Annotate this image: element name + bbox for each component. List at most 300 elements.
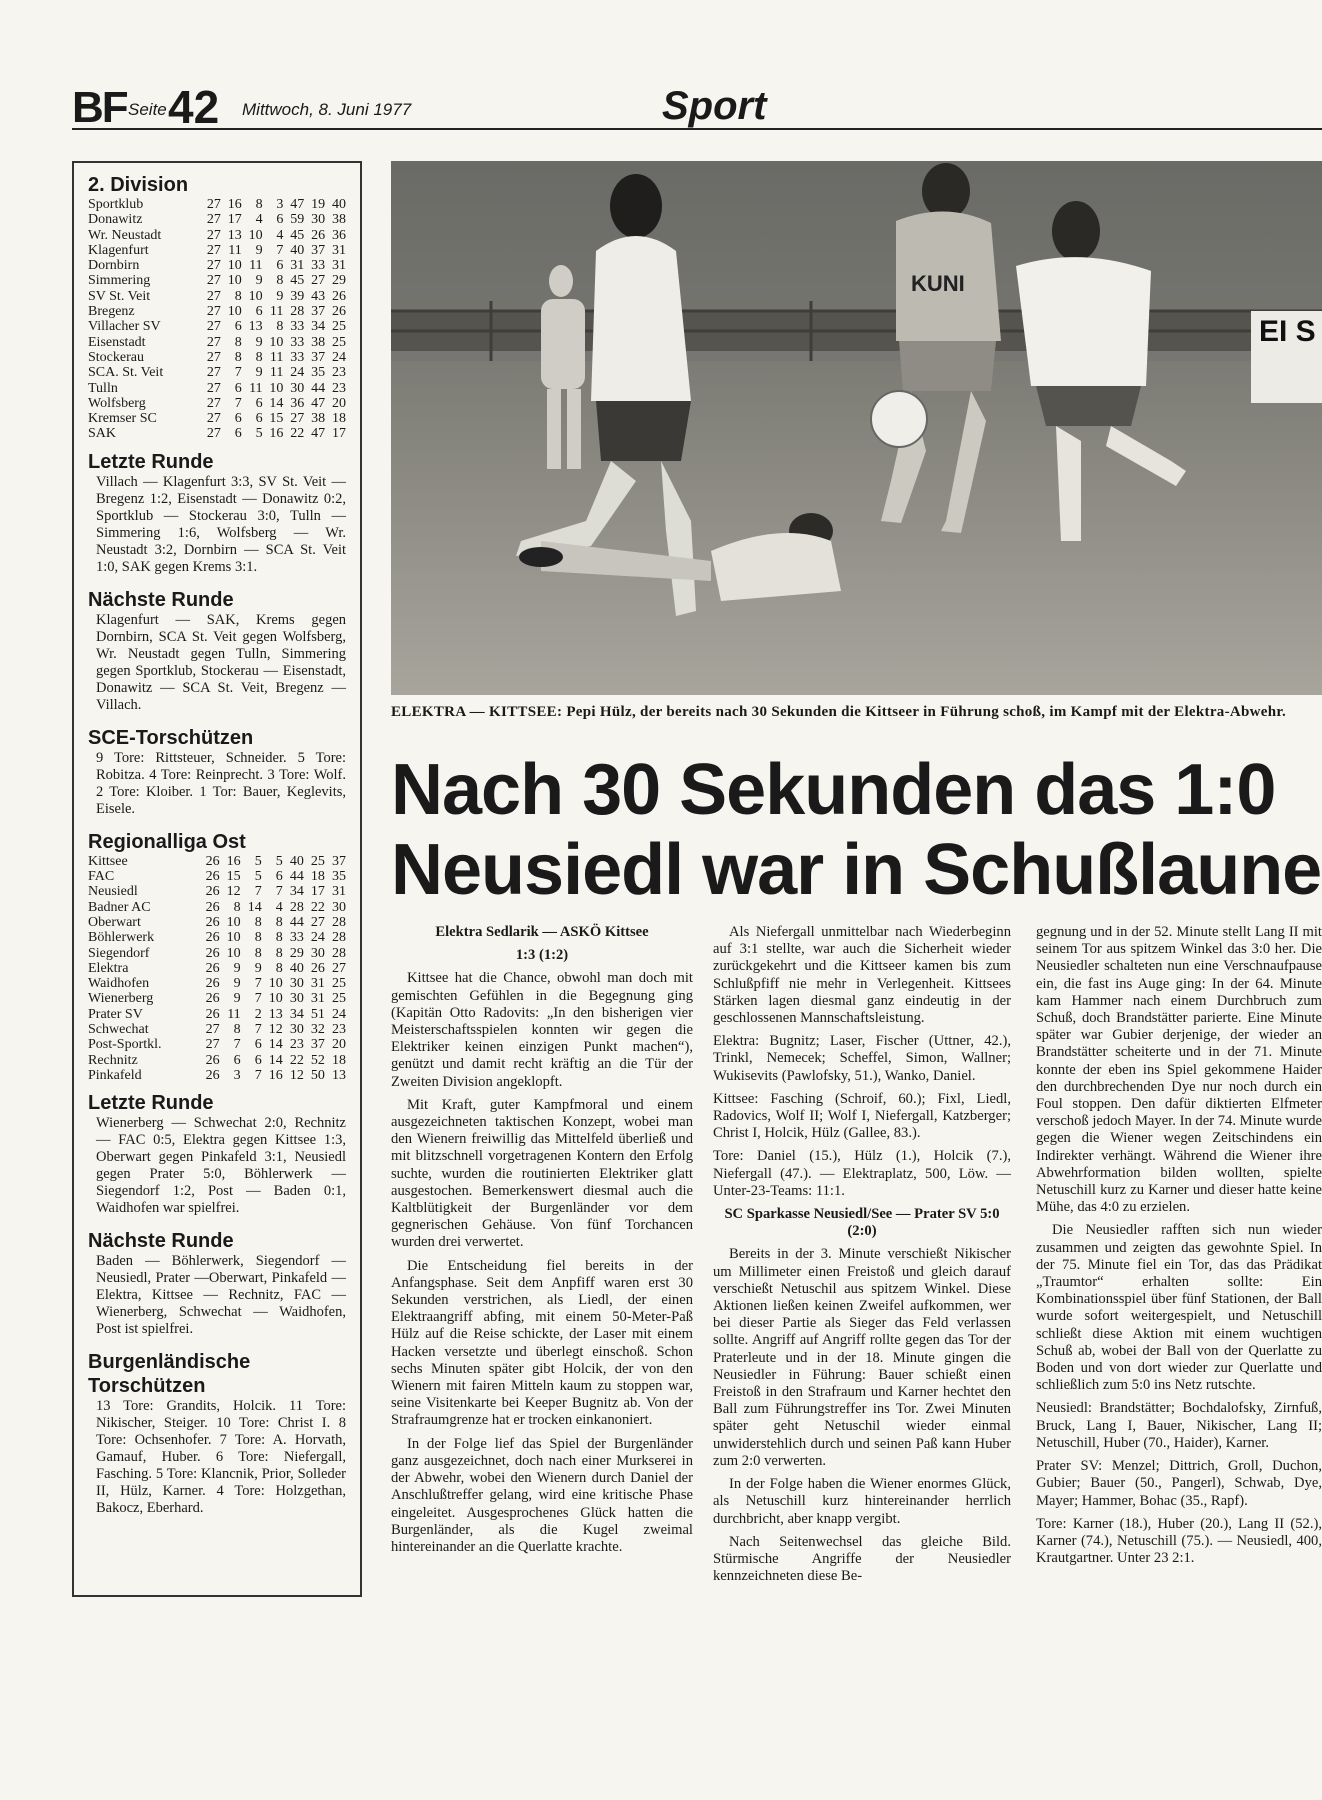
table-row xyxy=(88,1022,346,1037)
stat-cell: 22 xyxy=(310,899,325,915)
stat-cell: 8 xyxy=(234,334,242,350)
team-name: Kittsee xyxy=(88,853,128,869)
results-sidebar xyxy=(72,161,362,1597)
stat-cell: 39 xyxy=(290,288,305,304)
stat-cell: 26 xyxy=(205,976,220,992)
stat-cell: 50 xyxy=(310,1067,325,1083)
division2-letzte-text: Villach — Klagenfurt 3:3, SV St. Veit — Bregenz 1:2, Eisenstadt — Donawitz 0:2, Sportklub — Stockerau 3:0, Tulln — Simmering 1:6, Wolfsberg — Wr. Neustadt 3:2, Dornbirn — SCA St. Veit 1:0, SAK gegen Krems 3:1. xyxy=(96,473,346,575)
stat-cell: 47 xyxy=(290,197,305,212)
team-name: Wolfsberg xyxy=(88,395,146,411)
stat-cell: 17 xyxy=(227,212,242,228)
stat-cell: 15 xyxy=(269,411,284,427)
team-name: Tulln xyxy=(88,380,118,396)
stat-cell: 8 xyxy=(234,349,242,365)
team-name: SV St. Veit xyxy=(88,288,151,304)
team-name: Simmering xyxy=(88,273,151,289)
article-paragraph: In der Folge lief das Spiel der Burgenländer ganz ausgezeichnet, doch nach einer Murkserei in der Abwehr, wobei den Wienern durch Daniel der Anschlußtreffer gelang, wird eine kritische Phase eingeleitet. Ausgesprochenes Glück hatten die Burgenländer, als die Kugel zweimal hintereinander an die Querlatte krachte. xyxy=(391,1435,693,1555)
stat-cell: 31 xyxy=(332,884,346,900)
stat-cell: 8 xyxy=(275,945,283,961)
lineup-elektra: Elektra: Bugnitz; Laser, Fischer (Uttner, 42.), Trinkl, Nemecek; Scheffel, Simon, Wallner; Wukisevits (Pawlofsky, 51.), Wanko, Daniel. xyxy=(713,1033,1011,1084)
stat-cell: 4 xyxy=(255,212,263,228)
stat-cell: 10 xyxy=(227,304,242,320)
stat-cell: 6 xyxy=(276,258,284,274)
stat-cell: 13 xyxy=(332,1067,346,1083)
stat-cell: 4 xyxy=(275,899,283,915)
stat-cell: 6 xyxy=(234,380,242,396)
stat-cell: 30 xyxy=(332,899,346,915)
stat-cell: 10 xyxy=(226,945,241,961)
stat-cell: 25 xyxy=(332,334,346,350)
stat-cell: 23 xyxy=(289,1037,304,1053)
stat-cell: 10 xyxy=(248,288,263,304)
stat-cell: 27 xyxy=(206,212,221,228)
stat-cell: 59 xyxy=(290,212,305,228)
stat-cell: 13 xyxy=(227,227,242,243)
stat-cell: 7 xyxy=(275,884,283,900)
article-paragraph: gegnung und in der 52. Minute stellt Lang II mit seinem Tor aus spitzem Winkel das 3:0 her. Die Neusiedler schalteten nun eine Verschnaufpause ein, die fast ins Auge ging: In der 64. Minute kam Hammer nach einem Durchbruch zum Schuß, doch Brandstätter parierte. Eine Minute später war Gubier derjenige, der wieder an Brandstätter scheiterte und in der 71. Minute konnte der eben ins Spiel gekommene Haider den durchbrechenden Dye nur noch durch ein Foul stoppen. Den dafür diktierten Elfmeter verschoß jedoch Mayer. In der 74. Minute wurde gegen die Wiener wegen Zeitschindens ein Indirekter verhängt. Während die Wiener ihre Abwehrformation bilden wollten, spielte Netuschill kurz zu Karner und dieser hatte keine Mühe, das 4:0 zu erzielen. xyxy=(1036,924,1322,1216)
stat-cell: 27 xyxy=(206,365,221,381)
table-row xyxy=(88,1007,346,1022)
stat-cell: 6 xyxy=(275,869,283,885)
stat-cell: 33 xyxy=(289,930,304,946)
stat-cell: 30 xyxy=(290,380,305,396)
stat-cell: 23 xyxy=(332,1022,346,1038)
stat-cell: 27 xyxy=(206,258,221,274)
stat-cell: 8 xyxy=(276,273,284,289)
stat-cell: 37 xyxy=(310,1037,325,1053)
stat-cell: 6 xyxy=(233,1052,241,1068)
stat-cell: 10 xyxy=(269,334,284,350)
stat-cell: 26 xyxy=(205,1052,220,1068)
table-row xyxy=(88,1037,346,1052)
match1-title: Elektra Sedlarik — ASKÖ Kittsee xyxy=(435,924,649,940)
stat-cell: 11 xyxy=(269,365,284,381)
stat-cell: 27 xyxy=(206,288,221,304)
team-name: Oberwart xyxy=(88,914,141,930)
regionalliga-letzte-title: Letzte Runde xyxy=(88,1092,214,1115)
stat-cell: 17 xyxy=(310,884,325,900)
stat-cell: 9 xyxy=(233,991,241,1007)
table-row xyxy=(88,197,346,212)
stat-cell: 11 xyxy=(249,258,263,274)
stat-cell: 8 xyxy=(255,197,263,212)
stat-cell: 10 xyxy=(268,991,283,1007)
team-name: Bregenz xyxy=(88,304,135,320)
stat-cell: 10 xyxy=(227,273,242,289)
stat-cell: 9 xyxy=(255,334,263,350)
stat-cell: 44 xyxy=(289,914,304,930)
stat-cell: 10 xyxy=(226,930,241,946)
table-row xyxy=(88,365,346,380)
stat-cell: 30 xyxy=(289,1022,304,1038)
stat-cell: 33 xyxy=(290,349,305,365)
article-paragraph: Kittsee hat die Chance, obwohl man doch mit gemischten Gefühlen in die Begegnung ging (Kapitän Otto Radovits: „In den bisherigen vier Meisterschaftsspielen konnten wir gegen die Elektriker keinen einzigen Punkt machen“), genützt und damit recht kräftig an die Tür der Zweiten Division angeklopft. xyxy=(391,970,693,1090)
stat-cell: 26 xyxy=(205,1006,220,1022)
stat-cell: 22 xyxy=(289,1052,304,1068)
stat-cell: 27 xyxy=(290,411,305,427)
stat-cell: 47 xyxy=(311,426,326,442)
table-row xyxy=(88,289,346,304)
stat-cell: 8 xyxy=(233,1022,241,1038)
goals-match1: Tore: Daniel (15.), Hülz (1.), Holcik (7.), Niefergall (47.). — Elektraplatz, 500, Löw. — Unter-23-Teams: 11:1. xyxy=(713,1148,1011,1199)
lineup-kittsee: Kittsee: Fasching (Schroif, 60.); Fixl, Liedl, Radovics, Wolf II; Wolf I, Niefergall, Katzberger; Christ I, Holcik, Hülz (Gallee, 83.). xyxy=(713,1090,1011,1142)
stat-cell: 26 xyxy=(205,945,220,961)
stat-cell: 25 xyxy=(332,976,346,992)
stat-cell: 27 xyxy=(206,380,221,396)
table-row xyxy=(88,946,346,961)
division2-title: 2. Division xyxy=(88,174,189,196)
stat-cell: 9 xyxy=(255,242,263,258)
stat-cell: 7 xyxy=(254,1067,262,1083)
stat-cell: 38 xyxy=(311,411,326,427)
burgenland-torschuetzen-text: 13 Tore: Grandits, Holcik. 11 Tore: Nikischer, Steiger. 10 Tore: Christ I. 8 Tore: Ochsenhofer. 7 Tore: A. Horvath, Gamauf, Huber. 6 Tore: Niefergall, Fasching. 5 Tore: Klancnik, Prior, Solleder II, Hülz, Karner. 4 Tore: Holzgethan, Bakocz, Eberhard. xyxy=(96,1398,346,1517)
stat-cell: 9 xyxy=(233,960,241,976)
stat-cell: 28 xyxy=(332,930,346,946)
team-name: Rechnitz xyxy=(88,1052,138,1068)
stat-cell: 6 xyxy=(234,411,242,427)
stat-cell: 30 xyxy=(289,991,304,1007)
stat-cell: 8 xyxy=(254,945,262,961)
stat-cell: 27 xyxy=(310,914,325,930)
stat-cell: 26 xyxy=(205,899,220,915)
stat-cell: 8 xyxy=(275,930,283,946)
regionalliga-letzte-text: Wienerberg — Schwechat 2:0, Rechnitz — FAC 0:5, Elektra gegen Kittsee 1:3, Oberwart gegen Pinkafeld 3:1, Neusiedl gegen Prater 5:0, Böhlerwerk — Siegendorf 1:2, Post — Baden 0:1, Waidhofen war spielfrei. xyxy=(96,1115,346,1217)
team-name: Post-Sportkl. xyxy=(88,1037,162,1053)
stat-cell: 5 xyxy=(254,869,262,885)
article-paragraph: Die Entscheidung fiel bereits in der Anfangsphase. Seit dem Anpfiff waren erst 30 Sekunden verstrichen, als Liedl, der einen Elektraangriff abfing, mit einem 50-Meter-Paß Hülz auf die Reise schickte, der Laser mit einem Hacken versetzte und überlegt einschoß. Schon sechs Minuten später gibt Holcik, der von den Wienern mit fairen Mitteln kaum zu stoppen war, seine Visitenkarte bei Keeper Bugnitz ab. Von der Strafraumgrenze hat er trocken einkanoniert. xyxy=(391,1257,693,1429)
stat-cell: 37 xyxy=(311,304,326,320)
stat-cell: 10 xyxy=(268,976,283,992)
banner-text: EI S xyxy=(1259,315,1316,348)
stat-cell: 40 xyxy=(289,960,304,976)
stat-cell: 11 xyxy=(269,304,284,320)
stat-cell: 3 xyxy=(276,197,284,212)
stat-cell: 23 xyxy=(332,380,346,396)
page-label: Seite xyxy=(128,100,167,119)
table-row xyxy=(88,884,346,899)
table-row xyxy=(88,228,346,243)
stat-cell: 12 xyxy=(226,884,241,900)
stat-cell: 7 xyxy=(254,884,262,900)
team-name: Dornbirn xyxy=(88,258,140,274)
stat-cell: 6 xyxy=(254,1037,262,1053)
stat-cell: 33 xyxy=(290,319,305,335)
table-row xyxy=(88,976,346,991)
stat-cell: 18 xyxy=(332,411,346,427)
stat-cell: 32 xyxy=(310,1022,325,1038)
goals-match2: Tore: Karner (18.), Huber (20.), Lang II (52.), Karner (74.), Netuschill (75.). — Neusiedl, 400, Krautgartner. Unter 23 2:1. xyxy=(1036,1515,1322,1567)
stat-cell: 7 xyxy=(234,365,242,381)
team-name: Klagenfurt xyxy=(88,242,149,258)
stat-cell: 51 xyxy=(310,1006,325,1022)
table-row xyxy=(88,961,346,976)
stat-cell: 34 xyxy=(311,319,326,335)
article-paragraph: Als Niefergall unmittelbar nach Wiederbeginn auf 3:1 stellte, war auch die Sicherheit wieder zurückgekehrt und die Kittseer kamen bis zum Schlußpfiff nie mehr in Verlegenheit. Kittsees Stärken lagen diesmal ganz eindeutig in der geschlossenen Mannschaftsleistung. xyxy=(713,924,1011,1027)
stat-cell: 18 xyxy=(310,869,325,885)
article-paragraph: Die Neusiedler rafften sich nun wieder zusammen und zeigten das gewohnte Spiel. In der 75. Minute fiel ein Tor, das das Prädikat „Traumtor“ erhalten sollte: Ein Kombinationsspiel über fünf Stationen, der Ball wurde sofort weitergespielt, und Netuschill schließt diese Aktion mit einem wuchtigen Schuß ab, wobei der Ball von der Querlatte zu Boden und von dort wieder zur Querlatte und schließlich zum 5:0 ins Netz rutschte. xyxy=(1036,1222,1322,1394)
stat-cell: 31 xyxy=(310,976,325,992)
division2-letzte-title: Letzte Runde xyxy=(88,450,214,473)
stat-cell: 11 xyxy=(269,349,284,365)
stat-cell: 40 xyxy=(289,853,304,869)
stat-cell: 37 xyxy=(332,853,346,869)
stat-cell: 24 xyxy=(332,1006,346,1022)
stat-cell: 16 xyxy=(269,426,284,442)
stat-cell: 40 xyxy=(332,197,346,212)
stat-cell: 7 xyxy=(276,242,284,258)
team-name: Stockerau xyxy=(88,349,144,365)
team-name: Siegendorf xyxy=(88,945,150,961)
sce-torschuetzen-title: SCE-Torschützen xyxy=(88,726,254,749)
table-row xyxy=(88,350,346,365)
stat-cell: 27 xyxy=(205,1037,220,1053)
stat-cell: 8 xyxy=(254,914,262,930)
stat-cell: 25 xyxy=(310,853,325,869)
shirt-text: KUNI xyxy=(911,271,965,296)
stat-cell: 6 xyxy=(276,212,284,228)
table-row xyxy=(88,243,346,258)
stat-cell: 26 xyxy=(311,227,326,243)
table-row xyxy=(88,900,346,915)
table-row xyxy=(88,335,346,350)
article-paragraph: Mit Kraft, guter Kampfmoral und einem ausgezeichneten taktischen Konzept, wobei man den Wienern freiwillig das Mittelfeld überließ und mit blitzschnell vorgetragenen Kontern den Erfolg suchte, wurden die routinierten Elektriker glatt ausgestochen. Bemerkenswert diesmal auch die Kaltblütigkeit der Burgenländer vor dem gegnerischen Gehäuse. Von fünf Torchancen wurden drei verwertet. xyxy=(391,1096,693,1251)
stat-cell: 4 xyxy=(276,227,284,243)
stat-cell: 30 xyxy=(310,945,325,961)
table-row xyxy=(88,930,346,945)
stat-cell: 8 xyxy=(275,960,283,976)
stat-cell: 35 xyxy=(332,869,346,885)
stat-cell: 31 xyxy=(290,258,305,274)
stat-cell: 38 xyxy=(311,334,326,350)
pitch xyxy=(391,361,1322,695)
table-row xyxy=(88,304,346,319)
stat-cell: 36 xyxy=(332,227,346,243)
stat-cell: 27 xyxy=(205,1022,220,1038)
team-name: Villacher SV xyxy=(88,319,161,335)
stat-cell: 27 xyxy=(206,319,221,335)
table-row xyxy=(88,1053,346,1068)
masthead xyxy=(72,81,1322,133)
stat-cell: 28 xyxy=(290,304,305,320)
division2-naechste-title: Nächste Runde xyxy=(88,588,234,611)
stat-cell: 28 xyxy=(332,914,346,930)
stat-cell: 30 xyxy=(289,976,304,992)
stat-cell: 12 xyxy=(289,1067,304,1083)
stat-cell: 28 xyxy=(332,945,346,961)
football xyxy=(871,391,927,447)
stat-cell: 7 xyxy=(254,976,262,992)
headline xyxy=(391,750,1322,910)
burgenland-torschuetzen-title: Burgenländische Torschützen xyxy=(88,1351,251,1398)
stat-cell: 30 xyxy=(311,212,326,228)
team-name: SAK xyxy=(88,426,117,442)
stat-cell: 27 xyxy=(206,273,221,289)
stat-cell: 27 xyxy=(206,242,221,258)
stat-cell: 26 xyxy=(205,991,220,1007)
table-row xyxy=(88,319,346,334)
stat-cell: 10 xyxy=(248,227,263,243)
stat-cell: 13 xyxy=(268,1006,283,1022)
stat-cell: 8 xyxy=(276,319,284,335)
table-row xyxy=(88,1068,346,1083)
stat-cell: 27 xyxy=(311,273,326,289)
team-name: Donawitz xyxy=(88,212,143,228)
article-column-1 xyxy=(391,924,693,1562)
stat-cell: 22 xyxy=(290,426,305,442)
stat-cell: 8 xyxy=(255,349,263,365)
article-paragraph: In der Folge haben die Wiener enormes Glück, als Netuschill kurz hintereinander herrlich durchbricht, aber knapp vergibt. xyxy=(713,1476,1011,1527)
stat-cell: 28 xyxy=(289,899,304,915)
stat-cell: 16 xyxy=(226,853,241,869)
stat-cell: 36 xyxy=(290,395,305,411)
stat-cell: 20 xyxy=(332,1037,346,1053)
team-name: Schwechat xyxy=(88,1022,149,1038)
stat-cell: 33 xyxy=(290,334,305,350)
stat-cell: 38 xyxy=(332,212,346,228)
stat-cell: 52 xyxy=(310,1052,325,1068)
lineup-neusiedl: Neusiedl: Brandstätter; Bochdalofsky, Zirnfuß, Bruck, Lang I, Bauer, Nikischer, Lang II; Netuschill, Huber (70., Haider), Karner. xyxy=(1036,1400,1322,1451)
stat-cell: 17 xyxy=(332,426,346,442)
stat-cell: 14 xyxy=(247,899,262,915)
stat-cell: 8 xyxy=(233,899,241,915)
stat-cell: 23 xyxy=(332,365,346,381)
stat-cell: 15 xyxy=(226,869,241,885)
stat-cell: 26 xyxy=(205,960,220,976)
stat-cell: 7 xyxy=(233,1037,241,1053)
stat-cell: 6 xyxy=(254,1052,262,1068)
team-name: Elektra xyxy=(88,960,129,976)
section-title: Sport xyxy=(662,84,767,128)
article-paragraph: Bereits in der 3. Minute verschießt Nikischer um Millimeter einen Freistoß und gleich darauf verschießt Netuschil aus spitzem Winkel. Diese Aktionen ließen keinen Zweifel aufkommen, wer bei dieser Partie als Sieger das Feld verlassen sollte. Angriff auf Angriff rollte gegen das Tor der Praterleute und in der 18. Minute gingen die Neusiedler in Führung: Bauer schießt einen Freistoß in den Strafraum und Karner hechtet den Ball zum Führungstreffer ins Tor. Zwei Minuten später geht Netuschil wieder einmal unwiderstehlich durch und seinen Paß kann Huber zum 2:0 verwerten. xyxy=(713,1246,1011,1469)
stat-cell: 11 xyxy=(249,380,263,396)
stat-cell: 9 xyxy=(255,365,263,381)
stat-cell: 14 xyxy=(268,1052,283,1068)
stat-cell: 47 xyxy=(311,395,326,411)
sce-torschuetzen-text: 9 Tore: Rittsteuer, Schneider. 5 Tore: Robitza. 4 Tore: Reinprecht. 3 Tore: Wolf. 2 Tore: Kloiber. 1 Tor: Bauer, Keglevits, Eisele. xyxy=(96,749,346,817)
stat-cell: 9 xyxy=(255,273,263,289)
stat-cell: 27 xyxy=(206,395,221,411)
division2-naechste-text: Klagenfurt — SAK, Krems gegen Dornbirn, SCA St. Veit gegen Wolfsberg, Wr. Neustadt gegen Tulln, Simmering gegen Sportklub, Stockerau — Eisenstadt, Donawitz — SCA St. Veit, Bregenz — Villach. xyxy=(96,611,346,713)
team-name: Eisenstadt xyxy=(88,334,146,350)
stat-cell: 26 xyxy=(205,884,220,900)
stat-cell: 26 xyxy=(332,288,346,304)
stat-cell: 7 xyxy=(234,395,242,411)
stat-cell: 40 xyxy=(290,242,305,258)
stat-cell: 11 xyxy=(227,1006,241,1022)
issue-date: Mittwoch, 8. Juni 1977 xyxy=(242,100,412,119)
team-name: Kremser SC xyxy=(88,411,157,427)
stat-cell: 11 xyxy=(228,242,242,258)
stat-cell: 44 xyxy=(311,380,326,396)
stat-cell: 9 xyxy=(254,960,262,976)
stat-cell: 37 xyxy=(311,349,326,365)
stat-cell: 6 xyxy=(234,426,242,442)
stat-cell: 45 xyxy=(290,227,305,243)
stat-cell: 35 xyxy=(311,365,326,381)
stat-cell: 8 xyxy=(234,288,242,304)
table-row xyxy=(88,854,346,869)
stat-cell: 26 xyxy=(205,869,220,885)
stat-cell: 20 xyxy=(332,395,346,411)
team-name: FAC xyxy=(88,869,115,885)
stat-cell: 10 xyxy=(269,380,284,396)
table-row xyxy=(88,411,346,426)
team-name: Wr. Neustadt xyxy=(88,227,162,243)
stat-cell: 34 xyxy=(289,1006,304,1022)
stat-cell: 14 xyxy=(268,1037,283,1053)
stat-cell: 29 xyxy=(289,945,304,961)
match2-title: SC Sparkasse Neusiedl/See — Prater SV 5:0 (2:0) xyxy=(724,1206,1000,1240)
stat-cell: 16 xyxy=(268,1067,283,1083)
stat-cell: 29 xyxy=(332,273,346,289)
photo-caption: ELEKTRA — KITTSEE: Pepi Hülz, der bereits nach 30 Sekunden die Kittseer in Führung schoß, im Kampf mit der Elektra-Abwehr. xyxy=(391,704,1287,720)
table-row xyxy=(88,212,346,227)
stat-cell: 6 xyxy=(234,319,242,335)
stat-cell: 5 xyxy=(275,853,283,869)
stat-cell: 3 xyxy=(233,1067,241,1083)
headline-line-2: Neusiedl war in Schußlaune xyxy=(391,830,1322,910)
stat-cell: 24 xyxy=(332,349,346,365)
table-row xyxy=(88,273,346,288)
stat-cell: 7 xyxy=(254,1022,262,1038)
team-name: Prater SV xyxy=(88,1006,143,1022)
stat-cell: 26 xyxy=(205,914,220,930)
regionalliga-naechste-title: Nächste Runde xyxy=(88,1230,234,1253)
stat-cell: 26 xyxy=(205,930,220,946)
table-row xyxy=(88,258,346,273)
stat-cell: 27 xyxy=(206,334,221,350)
regionalliga-title: Regionalliga Ost xyxy=(88,830,246,853)
stat-cell: 6 xyxy=(255,304,263,320)
team-name: Pinkafeld xyxy=(88,1067,142,1083)
match-photo xyxy=(391,161,1322,695)
stat-cell: 27 xyxy=(206,349,221,365)
team-name: Neusiedl xyxy=(88,884,138,900)
stat-cell: 43 xyxy=(311,288,326,304)
regionalliga-naechste-text: Baden — Böhlerwerk, Siegendorf — Neusiedl, Prater —Oberwart, Pinkafeld — Elektra, Kittsee — Rechnitz, FAC — Wienerberg, Schwechat — Waidhofen, Post ist spielfrei. xyxy=(96,1253,346,1338)
lineup-prater: Prater SV: Menzel; Dittrich, Groll, Duchon, Gubier; Bauer (50., Pangerl), Schwab, Dye, Mayer; Hammer, Bohac (35., Rapf). xyxy=(1036,1458,1322,1509)
newspaper-logo: BF xyxy=(72,83,127,132)
stat-cell: 27 xyxy=(206,304,221,320)
team-name: Böhlerwerk xyxy=(88,930,155,946)
stat-cell: 16 xyxy=(227,197,242,212)
stat-cell: 25 xyxy=(332,991,346,1007)
stat-cell: 45 xyxy=(290,273,305,289)
table-row xyxy=(88,381,346,396)
stat-cell: 8 xyxy=(275,914,283,930)
stat-cell: 14 xyxy=(269,395,284,411)
stat-cell: 9 xyxy=(233,976,241,992)
regionalliga-table xyxy=(88,854,346,1083)
stat-cell: 26 xyxy=(205,1067,220,1083)
stat-cell: 6 xyxy=(255,411,263,427)
stat-cell: 19 xyxy=(311,197,326,212)
stat-cell: 24 xyxy=(310,930,325,946)
stat-cell: 26 xyxy=(205,853,220,869)
stat-cell: 5 xyxy=(255,426,263,442)
stat-cell: 34 xyxy=(289,884,304,900)
team-name: Waidhofen xyxy=(88,976,150,992)
stat-cell: 27 xyxy=(206,426,221,442)
stat-cell: 44 xyxy=(289,869,304,885)
article-column-3 xyxy=(1036,924,1322,1573)
stat-cell: 10 xyxy=(226,914,241,930)
table-row xyxy=(88,426,346,441)
stat-cell: 5 xyxy=(254,853,262,869)
stat-cell: 27 xyxy=(206,197,221,212)
stat-cell: 9 xyxy=(276,288,284,304)
team-name: Sportklub xyxy=(88,197,144,212)
